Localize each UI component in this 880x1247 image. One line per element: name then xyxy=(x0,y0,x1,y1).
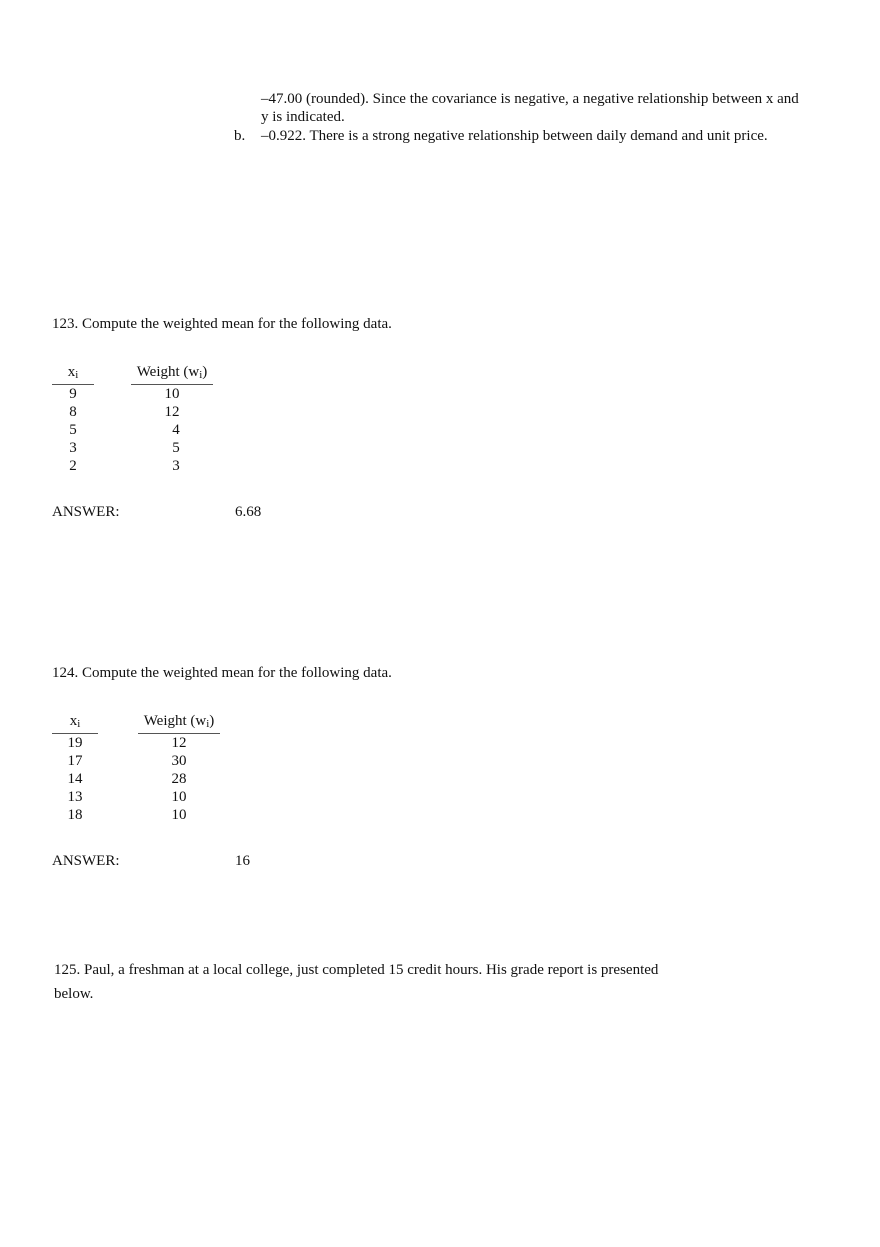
part-b-letter: b. xyxy=(234,128,246,144)
question-125-prompt-line-1: 125. Paul, a freshman at a local college, just completed 15 credit hours. His grade report is presented xyxy=(54,962,659,978)
table-row xyxy=(52,457,213,475)
table-row xyxy=(52,770,220,788)
question-123-data-table xyxy=(52,364,213,475)
x-value: 2 xyxy=(69,458,77,474)
weight-value: 10 xyxy=(171,807,187,823)
weight-value: 12 xyxy=(171,735,187,751)
weight-value: 12 xyxy=(164,404,180,420)
weight-value: 30 xyxy=(171,753,187,769)
table-row xyxy=(52,421,213,439)
question-124-prompt: 124. Compute the weighted mean for the following data. xyxy=(52,665,392,681)
table-row xyxy=(52,385,213,404)
column-header-x: xi xyxy=(52,364,94,385)
part-b-answer-text: –0.922. There is a strong negative relationship between daily demand and unit price. xyxy=(261,128,768,144)
table-row xyxy=(52,806,220,824)
table-row xyxy=(52,734,220,753)
table-row xyxy=(52,788,220,806)
x-value: 8 xyxy=(69,404,77,420)
weight-value: 5 xyxy=(172,440,180,456)
question-124-answer-value: 16 xyxy=(235,853,250,869)
question-125-prompt-line-2: below. xyxy=(54,986,94,1002)
column-header-weight: Weight (wi) xyxy=(138,713,220,734)
x-value: 5 xyxy=(69,422,77,438)
column-header-weight: Weight (wi) xyxy=(131,364,213,385)
weight-value: 4 xyxy=(172,422,180,438)
question-123-answer-value: 6.68 xyxy=(235,504,262,520)
table-header-row xyxy=(52,713,220,734)
weight-value: 28 xyxy=(171,771,187,787)
question-124-data-table xyxy=(52,713,220,824)
table-row xyxy=(52,403,213,421)
part-a-continuation-line-2: y is indicated. xyxy=(261,109,345,125)
question-123-prompt: 123. Compute the weighted mean for the following data. xyxy=(52,316,392,332)
x-value: 14 xyxy=(67,771,83,787)
weight-value: 3 xyxy=(172,458,180,474)
weight-value: 10 xyxy=(164,386,180,402)
table-row xyxy=(52,752,220,770)
x-value: 3 xyxy=(69,440,77,456)
question-124-answer-label: ANSWER: xyxy=(52,853,120,869)
x-value: 13 xyxy=(67,789,83,805)
x-value: 18 xyxy=(67,807,83,823)
x-value: 19 xyxy=(67,735,83,751)
weight-value: 10 xyxy=(171,789,187,805)
part-a-continuation-line-1: –47.00 (rounded). Since the covariance is negative, a negative relationship between x and xyxy=(261,91,799,107)
column-header-x: xi xyxy=(52,713,98,734)
question-123-answer-label: ANSWER: xyxy=(52,504,120,520)
table-row xyxy=(52,439,213,457)
x-value: 9 xyxy=(69,386,77,402)
x-value: 17 xyxy=(67,753,83,769)
table-header-row xyxy=(52,364,213,385)
